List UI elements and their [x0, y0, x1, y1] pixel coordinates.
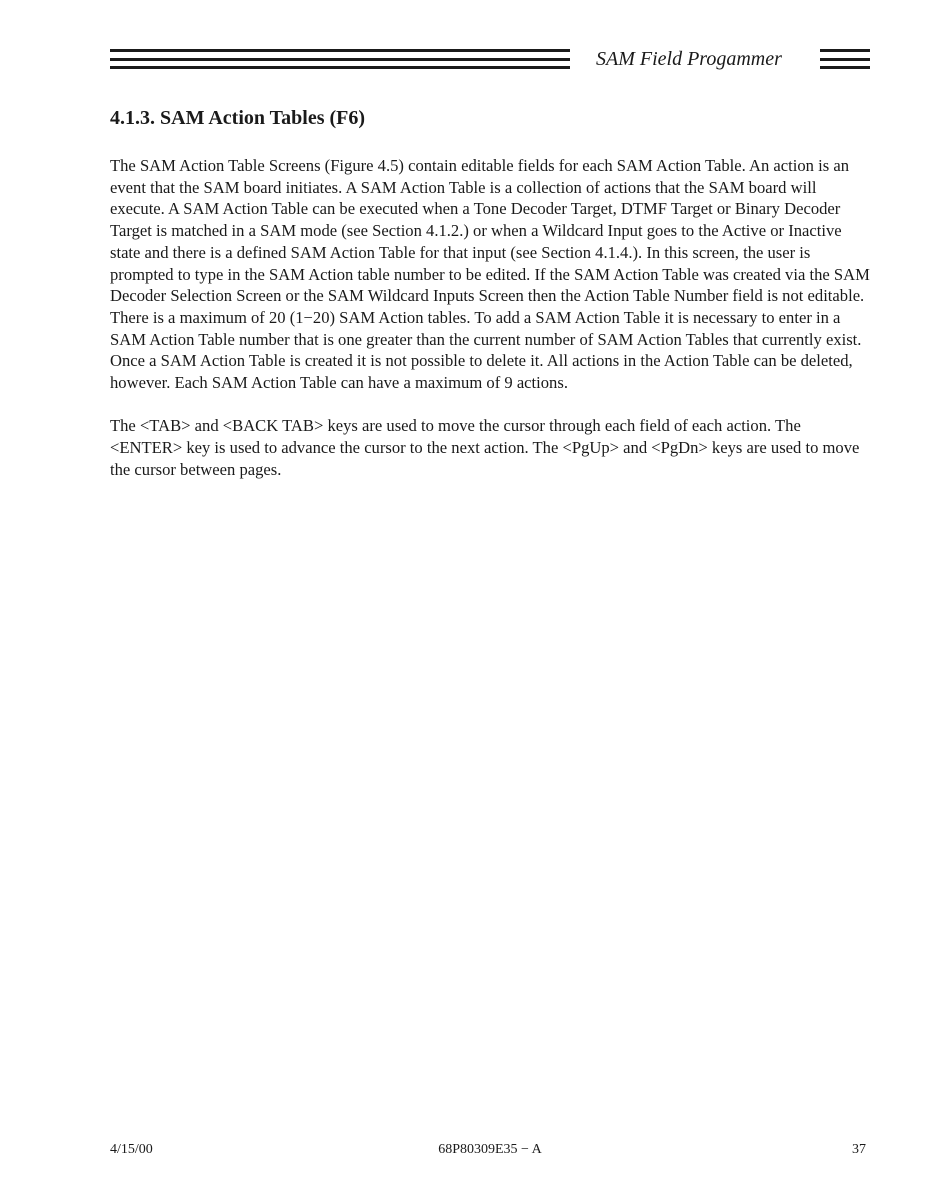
- section-body: [110, 155, 870, 502]
- page-header: [110, 46, 870, 72]
- header-rules-left: [110, 49, 570, 69]
- footer-page-number: 37: [852, 1142, 866, 1157]
- header-rule: [110, 49, 570, 52]
- header-rules-right: [820, 49, 870, 69]
- page-footer: [110, 1140, 870, 1160]
- header-rule: [820, 49, 870, 52]
- header-rule: [110, 58, 570, 61]
- header-title: SAM Field Progammer: [596, 48, 782, 70]
- section-heading: 4.1.3. SAM Action Tables (F6): [110, 107, 366, 129]
- header-rule: [110, 66, 570, 69]
- body-paragraph: The SAM Action Table Screens (Figure 4.5) contain editable fields for each SAM Action Table. An action is an event that the SAM board initiates. A SAM Action Table is a collection of actions that the SAM board will execute. A SAM Action Table can be executed when a Tone Decoder Target, DTMF Target or Binary Decoder Target is matched in a SAM mode (see Section 4.1.2.) or when a Wildcard Input goes to the Active or Inactive state and there is a defined SAM Action Table for that input (see Section 4.1.4.). In this screen, the user is prompted to type in the SAM Action table number to be edited. If the SAM Action Table was created via the SAM Decoder Selection Screen or the SAM Wildcard Inputs Screen then the Action Table Number field is not editable. There is a maximum of 20 (1−20) SAM Action tables. To add a SAM Action Table it is necessary to enter in a SAM Action Table number that is one greater than the current number of SAM Action Tables that currently exist. Once a SAM Action Table is created it is not possible to delete it. All actions in the Action Table can be deleted, however. Each SAM Action Table can have a maximum of 9 actions.: [110, 156, 870, 393]
- body-paragraph: The <TAB> and <BACK TAB> keys are used to move the cursor through each field of each action. The <ENTER> key is used to advance the cursor to the next action. The <PgUp> and <PgDn> keys are used to move the cursor between pages.: [110, 416, 860, 479]
- footer-doc-number: 68P80309E35 − A: [438, 1142, 542, 1157]
- header-rule: [820, 58, 870, 61]
- footer-date: 4/15/00: [110, 1142, 153, 1157]
- header-rule: [820, 66, 870, 69]
